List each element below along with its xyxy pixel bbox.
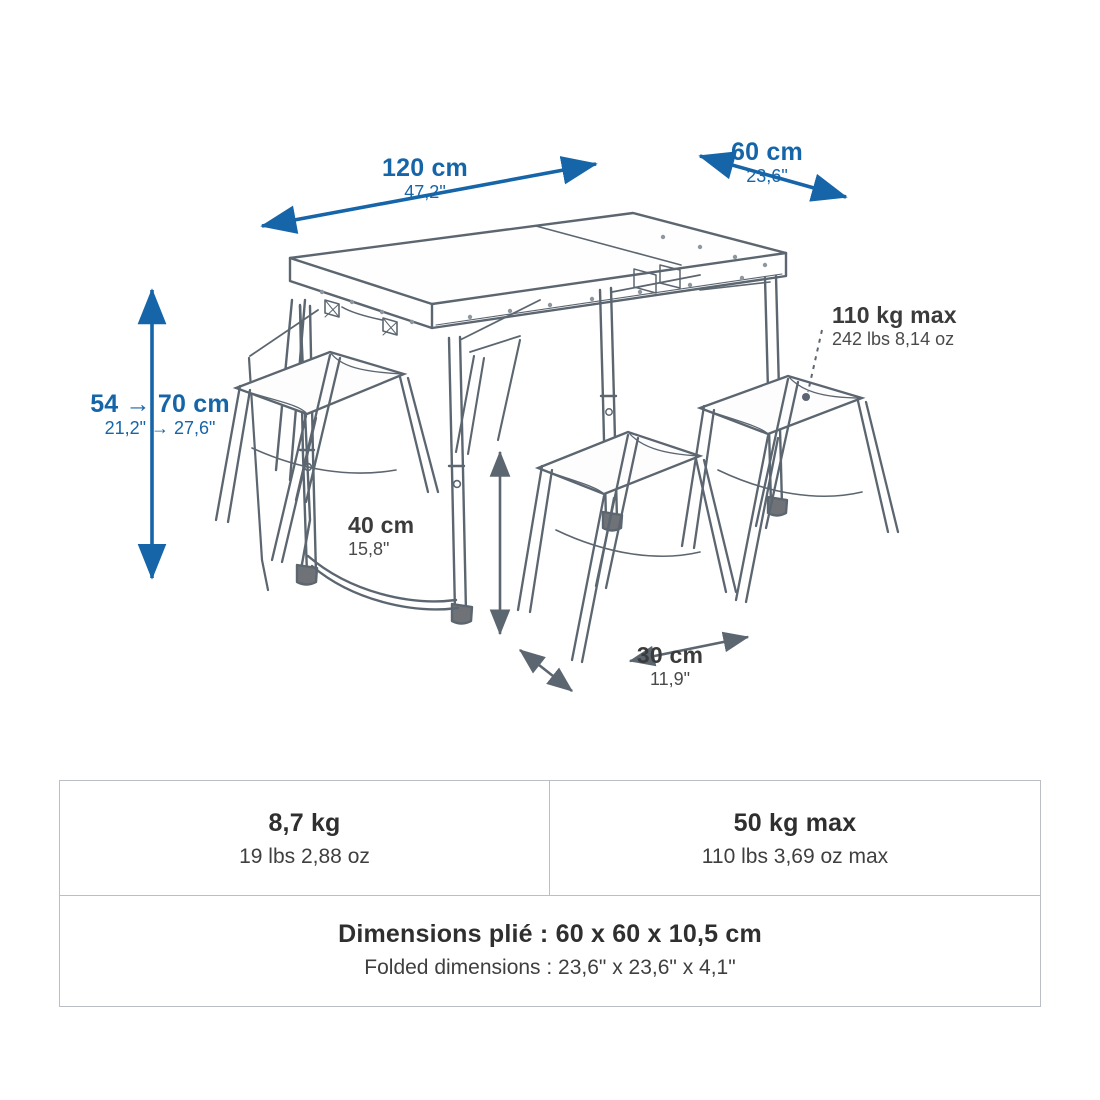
spec-cell-stool-load xyxy=(550,781,1040,895)
table-width-metric: 60 cm xyxy=(731,138,803,166)
table-length-imperial: 47,2" xyxy=(404,182,446,202)
stool-load-metric: 50 kg max xyxy=(733,809,857,837)
seat-width-imperial: 11,9" xyxy=(649,668,691,689)
max-load-imperial: 242 lbs 8,14 oz xyxy=(832,328,955,349)
dimension-label-table-width xyxy=(672,138,862,186)
table-length-metric: 120 cm xyxy=(382,154,468,182)
stool-front-center xyxy=(518,432,736,662)
weight-metric: 8,7 kg xyxy=(268,809,341,837)
folded-metric: Dimensions plié : 60 x 60 x 10,5 cm xyxy=(338,920,762,948)
max-load-metric: 110 kg max xyxy=(832,302,957,328)
dimension-label-seat-width xyxy=(600,643,740,689)
seat-width-metric: 30 cm xyxy=(636,642,704,668)
specification-table xyxy=(59,780,1041,1007)
dimension-label-table-height xyxy=(60,390,260,438)
dimension-label-table-length xyxy=(310,154,540,202)
table-width-imperial: 23,6" xyxy=(746,166,788,186)
spec-row-top xyxy=(60,781,1040,895)
folded-imperial: Folded dimensions : 23,6" x 23,6" x 4,1" xyxy=(364,956,736,979)
spec-row-folded xyxy=(60,895,1040,1006)
table-height-metric: 54 → 70 cm xyxy=(90,390,230,418)
table-illustration xyxy=(249,213,787,624)
spec-cell-folded-dimensions xyxy=(60,896,1040,1006)
stool-rear-right xyxy=(456,336,520,454)
dimension-label-seat-height xyxy=(348,513,468,559)
weight-imperial: 19 lbs 2,88 oz xyxy=(239,845,370,868)
seat-height-imperial: 15,8" xyxy=(348,538,390,559)
stool-load-imperial: 110 lbs 3,69 oz max xyxy=(701,845,889,868)
seat-height-metric: 40 cm xyxy=(348,512,415,538)
table-height-imperial: 21,2" → 27,6" xyxy=(104,418,216,438)
spec-cell-weight xyxy=(60,781,550,895)
dimension-label-max-load xyxy=(832,303,1052,349)
stool-right xyxy=(682,376,898,602)
